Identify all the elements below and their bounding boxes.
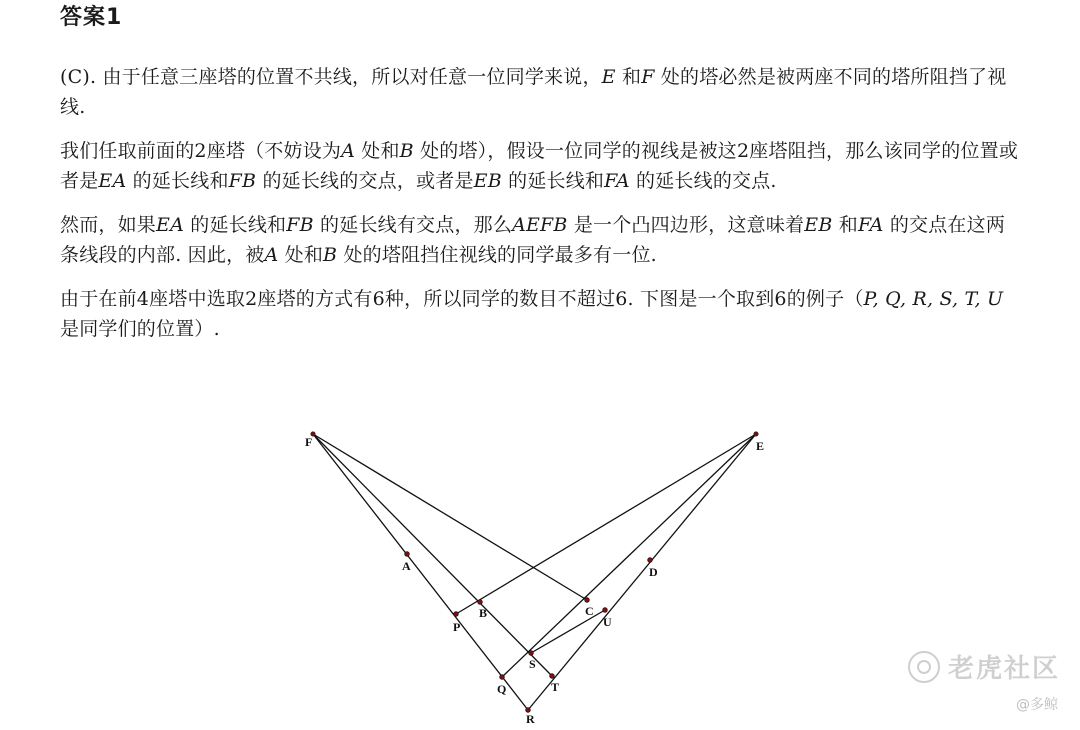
label-R: R [526, 712, 535, 726]
label-F: F [305, 435, 313, 449]
answer-heading: 答案1 [60, 5, 123, 30]
text-segment: 的延长线的交点，或者是 [256, 170, 474, 192]
label-E: E [756, 439, 765, 453]
line-F-C [313, 434, 587, 600]
point-E [754, 432, 758, 436]
text-segment: 的延长线和 [126, 170, 229, 192]
text-segment: 的交点在这两条线段的内部. 因此，被 [60, 214, 1006, 266]
paragraph-3 [60, 210, 1020, 270]
point-U [603, 608, 608, 613]
text-segment: 的延长线和 [184, 214, 287, 236]
math-symbol: FA [857, 214, 884, 236]
point-D [648, 558, 653, 563]
author-handle: @多鲸 [1016, 697, 1058, 713]
answer-body [60, 62, 1020, 358]
text-segment: 的延长线的交点. [629, 170, 777, 192]
math-symbol: P, Q, R, S, T, U [863, 288, 1004, 310]
math-symbol: FB [228, 170, 257, 192]
text-segment: 是同学们的位置）. [60, 318, 220, 340]
paragraph-4 [60, 284, 1020, 344]
label-C: C [585, 604, 594, 618]
math-symbol: AEFB [512, 214, 568, 236]
line-E-Q [502, 434, 756, 677]
text-segment: 和 [832, 214, 858, 236]
label-D: D [649, 565, 658, 579]
line-F-R [313, 434, 528, 710]
point-T [550, 674, 555, 679]
watermark-text: 老虎社区 [947, 654, 1060, 684]
point-Q [500, 675, 505, 680]
math-symbol: E [601, 66, 616, 88]
math-symbol: EA [98, 170, 127, 192]
text-segment: 处和 [278, 244, 324, 266]
watermark [908, 648, 1060, 685]
text-segment: 处和 [355, 140, 400, 162]
paragraph-1 [60, 62, 1020, 122]
math-symbol: FA [604, 170, 630, 192]
label-A: A [402, 559, 411, 573]
watermark-logo-icon [908, 651, 940, 683]
point-B [478, 600, 483, 605]
paragraph-2 [60, 136, 1020, 196]
text-segment: 的延长线有交点，那么 [313, 214, 513, 236]
text-segment: 然而，如果 [60, 214, 157, 236]
math-symbol: A [264, 244, 279, 266]
point-S [529, 651, 534, 656]
math-symbol: EB [804, 214, 833, 236]
label-T: T [551, 680, 560, 694]
geometry-diagram [290, 420, 790, 730]
point-C [585, 598, 590, 603]
math-symbol: EB [473, 170, 502, 192]
text-segment: 的延长线和 [501, 170, 605, 192]
point-A [405, 552, 410, 557]
label-U: U [603, 615, 612, 629]
math-symbol: EA [156, 214, 185, 236]
text-segment: 是一个凸四边形，这意味着 [567, 214, 805, 236]
label-S: S [529, 657, 536, 671]
math-symbol: A [341, 140, 356, 162]
line-U-S [531, 610, 605, 653]
math-symbol: B [399, 140, 414, 162]
math-symbol: FB [286, 214, 314, 236]
text-segment: 处的塔必然是被两座不同的塔所阻挡了视线. [60, 66, 1007, 118]
math-symbol: B [323, 244, 338, 266]
line-F-T [313, 434, 552, 676]
text-segment: 处的塔），假设一位同学的视线是被这2座塔阻挡，那么该同学的位置或者是 [60, 140, 1019, 192]
text-segment: (C). 由于任意三座塔的位置不共线，所以对任意一位同学来说， [60, 66, 602, 88]
text-segment: 处的塔阻挡住视线的同学最多有一位. [337, 244, 657, 266]
label-B: B [479, 606, 488, 620]
label-P: P [453, 620, 461, 634]
text-segment: 由于在前4座塔中选取2座塔的方式有6种，所以同学的数目不超过6. 下图是一个取到6的例子（ [60, 288, 864, 310]
point-P [454, 612, 459, 617]
line-E-R [528, 434, 756, 710]
label-Q: Q [497, 682, 507, 696]
line-E-P [456, 434, 756, 614]
geometry-figure [290, 420, 790, 730]
text-segment: 我们任取前面的2座塔（不妨设为 [60, 140, 342, 162]
text-segment: 和 [615, 66, 642, 88]
math-symbol: F [641, 66, 655, 88]
